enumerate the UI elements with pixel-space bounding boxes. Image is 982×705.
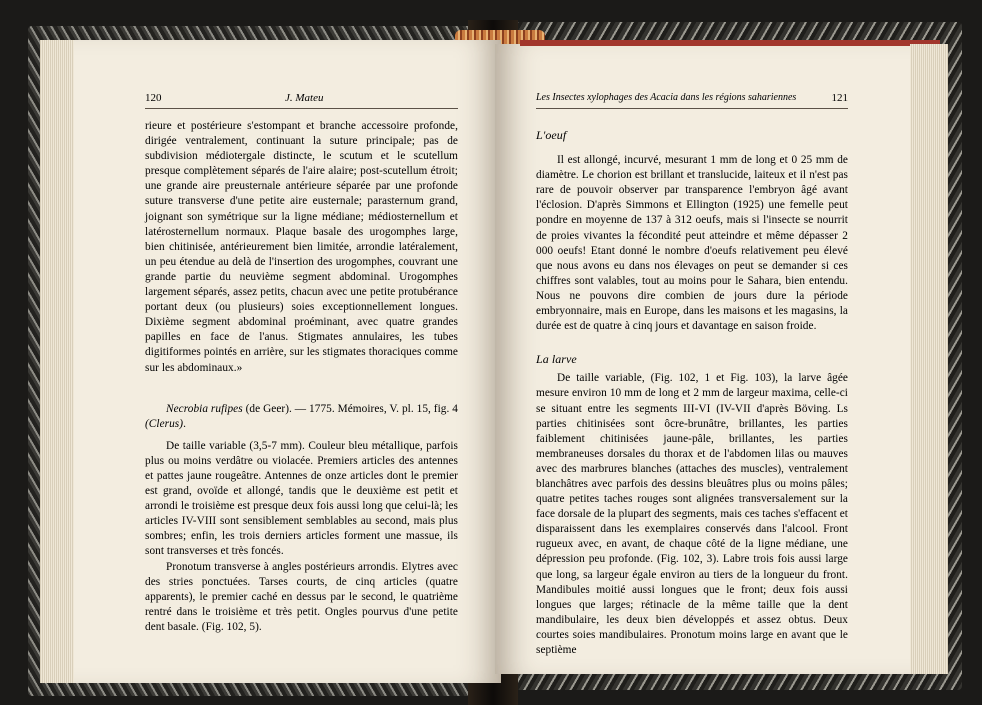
paragraph-description: De taille variable (3,5-7 mm). Couleur bleu métallique, parfois plus ou moins verdâtre ou violacée. Premiers articles des antennes et pattes jaune rougeâtre. Antennes de onze articles dont le premier est grand, ovoïde et allongé, tandis que le deuxième est petit et arrondi le troisième est presque deux fois aussi long que celui-là; les articles IV-VIII sont sensiblement semblables au second, mais plus sombres; enfin, les trois derniers articles forment une massue, ils sont transverses et très foncés.	[145, 439, 458, 558]
heading-larve: La larve	[536, 352, 577, 367]
right-running-head	[536, 92, 848, 109]
right-page-stack	[910, 44, 948, 674]
paragraph-larve: De taille variable, (Fig. 102, 1 et Fig. 103), la larve âgée mesure environ 10 mm de long et 2 mm de largeur maxima, celle-ci se situant entre les segments III-VI (IV-VII d'après Böving. Ls parties chitinisées sont ôcre-brunâtre, brillantes, les parties faiblement chitinisées jaune-pâle, brillantes, les parties membraneuses dorsales du thorax et de l'abdomen lilas ou mauves avec des marbrures blanches (attaches des muscles), ventralement blanchâtres avec parfois des dessins bleuâtres plus ou moins pâles; quatre petites taches rouges sont alignées transversalement sur la face dorsale de la plupart des segments, mais ces taches s'effacent et disparaissent dans les exemplaires conservés dans l'alcool. Front rugueux avec, en avant, de chaque côté de la ligne médiane, une dépression peu profonde. (Fig. 102, 3). Labre trois fois aussi large que long, sa largeur égale environ au tiers de la longueur du front. Mandibules moitié aussi longues que le front; deux fois aussi longues que larges; rétinacle de la même taille que la dent mandibulaire, les deux bien développés et assez obtus. Deux courtes soies mandibulaires. Pronotum moins large en avant que le septième	[536, 372, 848, 656]
left-page-body	[145, 119, 458, 635]
paragraph-pronotum: Pronotum transverse à angles postérieurs arrondis. Elytres avec des stries ponctuées. Tarses courts, de cinq articles (quatre apparents), le premier caché en dessus par le second, le quatrième rentré dans le troisième et très petit. Ongles pourvus d'une petite dent basale. (Fig. 102, 5).	[145, 560, 458, 633]
paragraph-continued: rieure et postérieure s'estompant et branche accessoire profonde, dirigée ventralement, continuant la suture principale; pas de subdivision médiotergale distincte, le scutum et le scutellum presque complètement séparés de l'aire alaire; post-scutellum étroit; une grande aire preusternale antérieure séparée par une profonde suture transverse d'une petite aire eusternale; parasternum grand, joignant son symétrique sur la ligne médiane; médiosternellum et latérosternellum normaux. Plaque basale des urogomphes large, bien chitinisée, antérieurement bien limitée, arrondie latéralement, un peu étendue au delà de l'insertion des urogomphes, couvrant une grande partie du neuvième segment abdominal. Urogomphes largement séparés, assez petits, chacun avec une petite protubérance portant deux (ou plusieurs) soies exceptionnellement longues. Dixième segment abdominal proéminant, avec quatre grandes papilles en face de l'anus. Stigmates annulaires, les tubes digitiformes pointés en arrière, sur les stigmates thoraciques comme sur les abdominaux.»	[145, 120, 458, 374]
right-page-body	[536, 128, 848, 658]
right-page-number: 121	[831, 92, 848, 104]
species-citation: (de Geer). — 1775. Mémoires, V. pl. 15, fig. 4	[242, 402, 458, 415]
species-name: Necrobia rufipes	[166, 402, 243, 415]
species-heading	[145, 402, 458, 432]
red-page-edge	[520, 40, 940, 46]
heading-oeuf: L'oeuf	[536, 128, 567, 142]
left-page-stack	[40, 40, 74, 683]
paragraph-oeuf: Il est allongé, incurvé, mesurant 1 mm de long et 0 25 mm de diamètre. Le chorion est brillant et translucide, laiteux et il n'est pas rare de pouvoir observer par transparence l'embryon âgé avant l'éclosion. D'après Simmons et Ellington (1925) une femelle peut pondre en moyenne de 137 à 312 oeufs, mais si l'insecte se nourrit de proies vivantes la fécondité peut atteindre et même dépasser 2 000 oeufs! Etant donné le nombre d'oeufs relativement peu élevé que nous avons eu dans nos élevages on peut se demander si ces chiffres sont valables, tout au moins pour le Sahara, bien entendu. Nous ne pouvons dire combien de jours dure la période embryonnaire, mais en Europe, dans les maisons et les magasins, la durée est de quatre à cinq jours et davantage en saison froide.	[536, 154, 848, 333]
running-title: Les Insectes xylophages des Acacia dans les régions sahariennes	[536, 92, 797, 103]
left-running-head	[145, 92, 458, 109]
left-author: J. Mateu	[285, 92, 324, 104]
species-genus: (Clerus)	[145, 417, 184, 430]
species-end: .	[183, 417, 186, 430]
left-page-number: 120	[145, 92, 162, 104]
